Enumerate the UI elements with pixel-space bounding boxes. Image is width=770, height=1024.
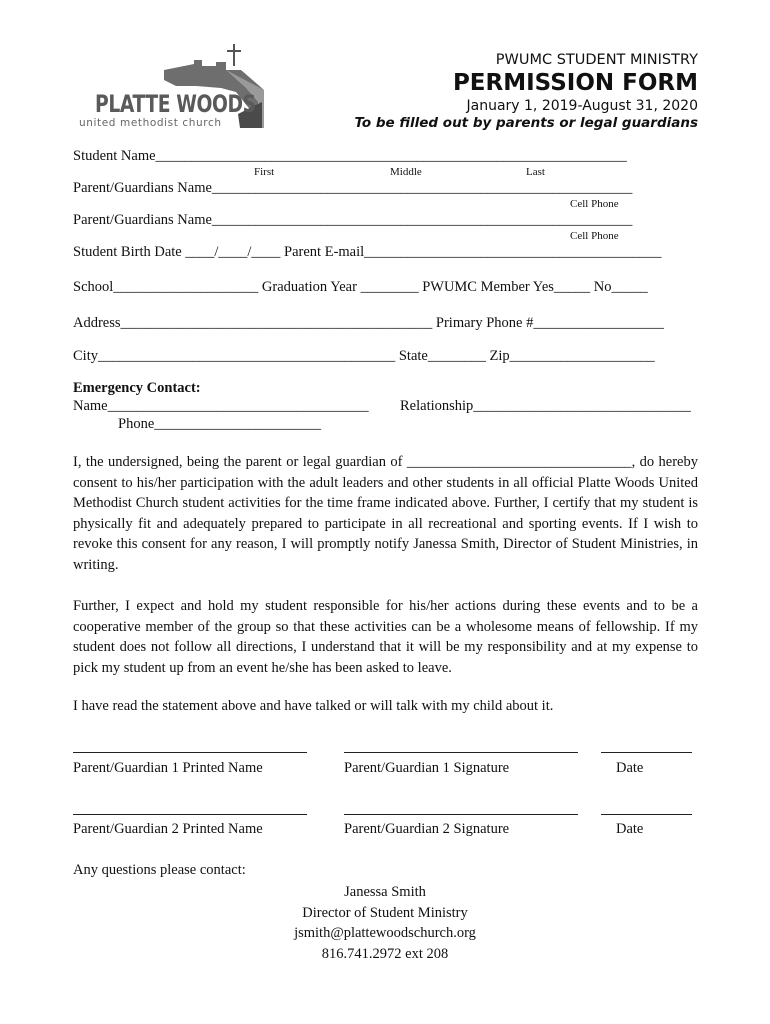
emergency-name-field[interactable]: Name____________________________________: [73, 398, 369, 414]
guardian-2-cell-label: Cell Phone: [570, 230, 619, 242]
emergency-heading: Emergency Contact:: [73, 380, 201, 396]
school-row[interactable]: School____________________ Graduation Year ________ PWUMC Member Yes_____ No_____: [73, 279, 648, 295]
emergency-phone-field[interactable]: Phone_______________________: [118, 416, 321, 432]
church-logo: [76, 40, 271, 135]
sig1-printed-label: Parent/Guardian 1 Printed Name: [73, 760, 263, 776]
sig2-printed-label: Parent/Guardian 2 Printed Name: [73, 821, 263, 837]
responsibility-paragraph: Further, I expect and hold my student responsible for his/her actions during these events and to be a cooperative member of the group so that these activities can be a wholesome means of fellowship. If my student does not follow all directions, I understand that it will be my responsibility and at my expense to pick my student up from an event he/she has been asked to leave.: [73, 598, 698, 676]
page-title: PERMISSION FORM: [452, 70, 698, 96]
birth-email-row[interactable]: Student Birth Date ____/____/____ Parent E-mail_________________________________________: [73, 244, 662, 260]
sig1-signature-line[interactable]: [344, 752, 578, 753]
last-label: Last: [526, 166, 545, 178]
sig2-printed-line[interactable]: [73, 814, 307, 815]
sig2-signature-label: Parent/Guardian 2 Signature: [344, 821, 510, 837]
student-name-field[interactable]: Student Name_________________________________________________________________: [73, 148, 627, 164]
sig2-date-line[interactable]: [601, 814, 692, 815]
org-name: PWUMC STUDENT MINISTRY: [495, 52, 698, 68]
guardian-1-cell-label: Cell Phone: [570, 198, 619, 210]
sig1-printed-line[interactable]: [73, 752, 307, 753]
address-row[interactable]: Address___________________________________________ Primary Phone #__________________: [73, 315, 664, 331]
contact-block: [235, 882, 535, 964]
contact-phone: 816.741.2972 ext 208: [321, 945, 449, 962]
contact-role: Director of Student Ministry: [302, 904, 468, 921]
contact-name: Janessa Smith: [344, 884, 426, 900]
emergency-relationship-field[interactable]: Relationship______________________________: [400, 398, 691, 414]
contact-email[interactable]: jsmith@plattewoodschurch.org: [294, 925, 476, 941]
first-label: First: [254, 166, 275, 178]
city-row[interactable]: City_________________________________________ State________ Zip____________________: [73, 348, 655, 364]
sig1-date-line[interactable]: [601, 752, 692, 753]
sig1-date-label: Date: [616, 760, 644, 776]
guardian-2-field[interactable]: Parent/Guardians Name__________________________________________________________: [73, 212, 633, 228]
logo-name: PLATTE WOODS: [95, 90, 256, 118]
middle-label: Middle: [390, 166, 422, 178]
consent-paragraph: I, the undersigned, being the parent or legal guardian of _______________________________, do hereby consent to his/her participation with the adult leaders and other students in all official Platte Woods United Methodist Church student activities for the time frame indicated above. Further, I certify that my student is physically fit and adequately prepared to participate in all recreational and sporting events. If I wish to revoke this consent for any reason, I will promptly notify Janessa Smith, Director of Student Ministries, in writing.: [73, 454, 698, 573]
guardian-1-field[interactable]: Parent/Guardians Name__________________________________________________________: [73, 180, 633, 196]
sig1-signature-label: Parent/Guardian 1 Signature: [344, 760, 510, 776]
acknowledgement-text: I have read the statement above and have talked or will talk with my child about it.: [73, 698, 554, 714]
instruction: To be filled out by parents or legal guardians: [354, 115, 698, 131]
sig2-signature-line[interactable]: [344, 814, 578, 815]
date-range: January 1, 2019-August 31, 2020: [466, 98, 698, 114]
contact-prompt: Any questions please contact:: [73, 862, 246, 878]
sig2-date-label: Date: [616, 821, 644, 837]
logo-tagline: united methodist church: [79, 117, 222, 129]
